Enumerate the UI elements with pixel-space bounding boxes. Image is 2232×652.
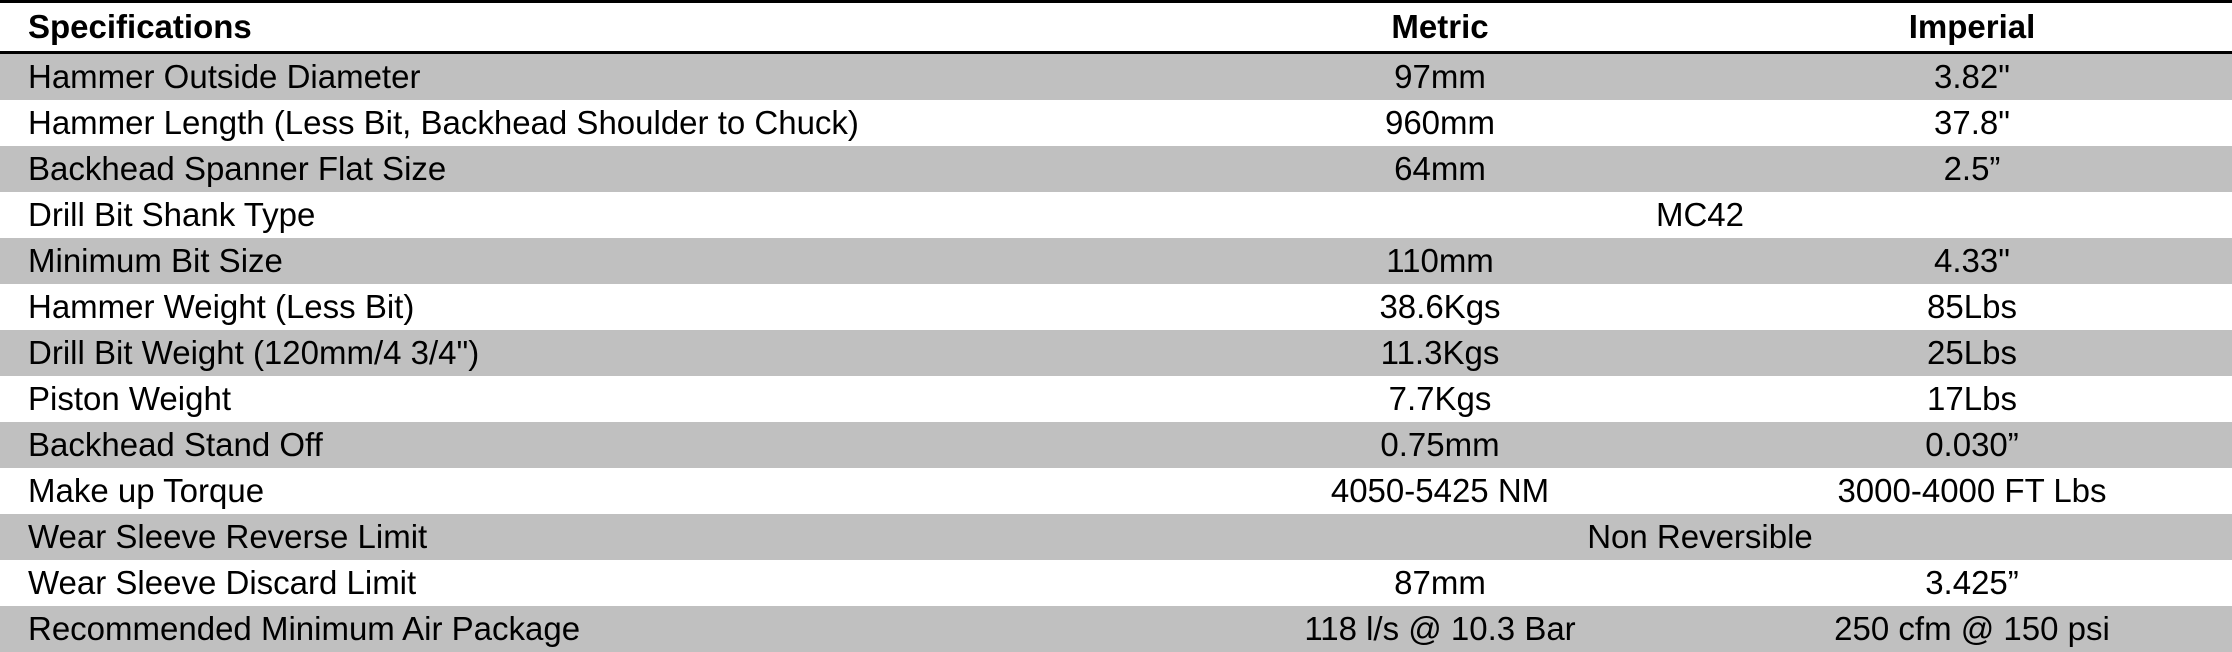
table-row — [0, 146, 2232, 192]
table-row — [0, 560, 2232, 606]
metric-value: 960mm — [1384, 104, 1496, 141]
metric-value: 97mm — [1394, 58, 1486, 95]
metric-value: 38.6Kgs — [1379, 288, 1501, 325]
table-row — [0, 54, 2232, 100]
spec-label: Backhead Spanner Flat Size — [28, 150, 447, 187]
imperial-value: 37.8" — [1934, 104, 2010, 141]
table-row — [0, 468, 2232, 514]
table-row — [0, 238, 2232, 284]
table-row — [0, 514, 2232, 560]
table-row — [0, 100, 2232, 146]
imperial-value: 3.82" — [1934, 58, 2010, 95]
table-row — [0, 284, 2232, 330]
spec-label: Make up Torque — [28, 472, 265, 509]
spec-label: Backhead Stand Off — [28, 426, 323, 463]
table-row — [0, 606, 2232, 652]
spec-label: Hammer Length (Less Bit, Backhead Shoulder to Chuck) — [28, 104, 859, 141]
table-header-row — [0, 3, 2232, 54]
header-imperial: Imperial — [1908, 8, 2036, 45]
spec-label: Piston Weight — [28, 380, 231, 417]
spec-label: Minimum Bit Size — [28, 242, 283, 279]
spec-label: Drill Bit Shank Type — [28, 196, 316, 233]
metric-value: 64mm — [1394, 150, 1486, 187]
imperial-value: 85Lbs — [1927, 288, 2017, 325]
table-row — [0, 330, 2232, 376]
imperial-value: 250 cfm @ 150 psi — [1834, 610, 2110, 647]
merged-value: MC42 — [1655, 196, 1745, 233]
metric-value: 87mm — [1394, 564, 1486, 601]
header-specifications: Specifications — [28, 8, 252, 45]
imperial-value: 4.33" — [1934, 242, 2010, 279]
table-row — [0, 376, 2232, 422]
spec-label: Wear Sleeve Reverse Limit — [28, 518, 428, 555]
merged-value: Non Reversible — [1587, 518, 1813, 555]
table-row — [0, 422, 2232, 468]
imperial-value: 17Lbs — [1927, 380, 2017, 417]
metric-value: 4050-5425 NM — [1330, 472, 1550, 509]
imperial-value: 0.030” — [1925, 426, 2019, 463]
imperial-value: 3.425” — [1925, 564, 2019, 601]
spec-label: Drill Bit Weight (120mm/4 3/4") — [28, 334, 480, 371]
metric-value: 0.75mm — [1380, 426, 1500, 463]
metric-value: 11.3Kgs — [1380, 334, 1500, 371]
imperial-value: 3000-4000 FT Lbs — [1837, 472, 2107, 509]
table-row — [0, 192, 2232, 238]
header-metric: Metric — [1391, 8, 1489, 45]
metric-value: 110mm — [1386, 242, 1494, 279]
metric-value: 7.7Kgs — [1388, 380, 1492, 417]
imperial-value: 25Lbs — [1927, 334, 2017, 371]
imperial-value: 2.5” — [1943, 150, 2001, 187]
metric-value: 118 l/s @ 10.3 Bar — [1304, 610, 1576, 647]
spec-label: Recommended Minimum Air Package — [28, 610, 581, 647]
spec-label: Hammer Outside Diameter — [28, 58, 421, 95]
spec-label: Hammer Weight (Less Bit) — [28, 288, 415, 325]
spec-label: Wear Sleeve Discard Limit — [28, 564, 417, 601]
